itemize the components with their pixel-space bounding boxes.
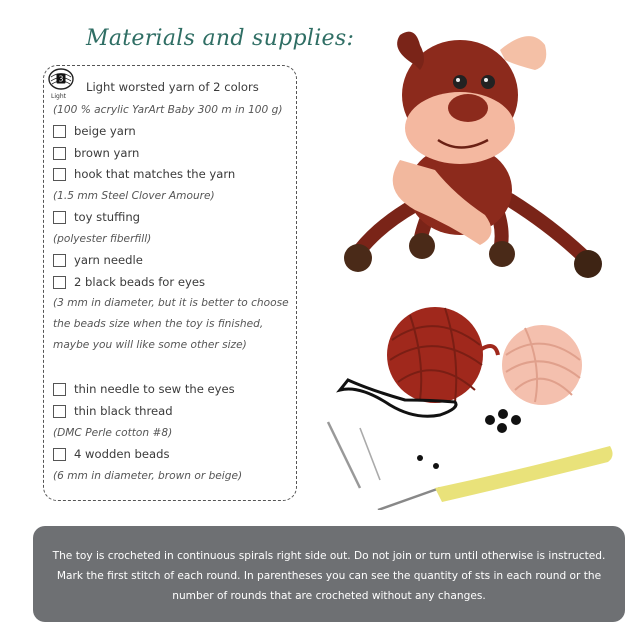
item-label-yarn-needle: yarn needle — [74, 253, 143, 267]
checkbox-black-beads[interactable] — [53, 276, 66, 289]
item-note-black-beads: (3 mm in diameter, but it is better to choose the beads size when the toy is finished, maybe you will like some other size) — [53, 297, 289, 351]
thin-needle — [360, 428, 380, 480]
item-label-hook: hook that matches the yarn — [74, 167, 236, 181]
brown-yarn-ball — [387, 307, 498, 403]
yarn-header-note: (100 % acrylic YarArt Baby 300 m in 100 g) — [53, 104, 283, 116]
item-label-beige-yarn: beige yarn — [74, 124, 136, 138]
checkbox-yarn-needle[interactable] — [53, 254, 66, 267]
beige-yarn-ball — [502, 325, 582, 405]
checkbox-hook[interactable] — [53, 168, 66, 181]
item-note-hook: (1.5 mm Steel Clover Amoure) — [53, 190, 215, 202]
item-label-wooden-beads: 4 wodden beads — [74, 447, 170, 461]
checkbox-beige-yarn[interactable] — [53, 125, 66, 138]
checkbox-toy-stuffing[interactable] — [53, 211, 66, 224]
checkbox-thin-needle[interactable] — [53, 383, 66, 396]
checkbox-brown-yarn[interactable] — [53, 147, 66, 160]
item-note-wooden-beads: (6 mm in diameter, brown or beige) — [53, 470, 243, 482]
yarn-header-line: Light worsted yarn of 2 colors — [86, 80, 259, 94]
item-label-black-beads: 2 black beads for eyes — [74, 275, 205, 289]
crochet-hook — [378, 446, 613, 510]
black-beads — [417, 409, 521, 469]
instruction-banner: The toy is crocheted in continuous spirals right side out. Do not join or turn until otherwise is instructed. Mark the first stitch of each round. In parentheses you can see the quantity of sts in each round or the number of rounds that are crocheted without any changes. — [33, 526, 625, 622]
item-note-black-thread: (DMC Perle cotton #8) — [53, 427, 173, 439]
item-label-black-thread: thin black thread — [74, 404, 173, 418]
yarn-needle — [328, 422, 360, 488]
yarn-weight-caption: Light — [51, 93, 66, 100]
toy-and-supplies-photo — [320, 10, 630, 510]
checkbox-black-thread[interactable] — [53, 405, 66, 418]
crochet-dog-toy — [344, 32, 602, 278]
checkbox-wooden-beads[interactable] — [53, 448, 66, 461]
page-title: Materials and supplies: — [86, 26, 355, 51]
item-label-brown-yarn: brown yarn — [74, 146, 140, 160]
item-label-toy-stuffing: toy stuffing — [74, 210, 141, 224]
yarn-weight-number: 3 — [58, 74, 64, 84]
item-label-thin-needle: thin needle to sew the eyes — [74, 382, 235, 396]
item-note-toy-stuffing: (polyester fiberfill) — [53, 233, 152, 245]
yarn-weight-icon — [48, 66, 74, 92]
